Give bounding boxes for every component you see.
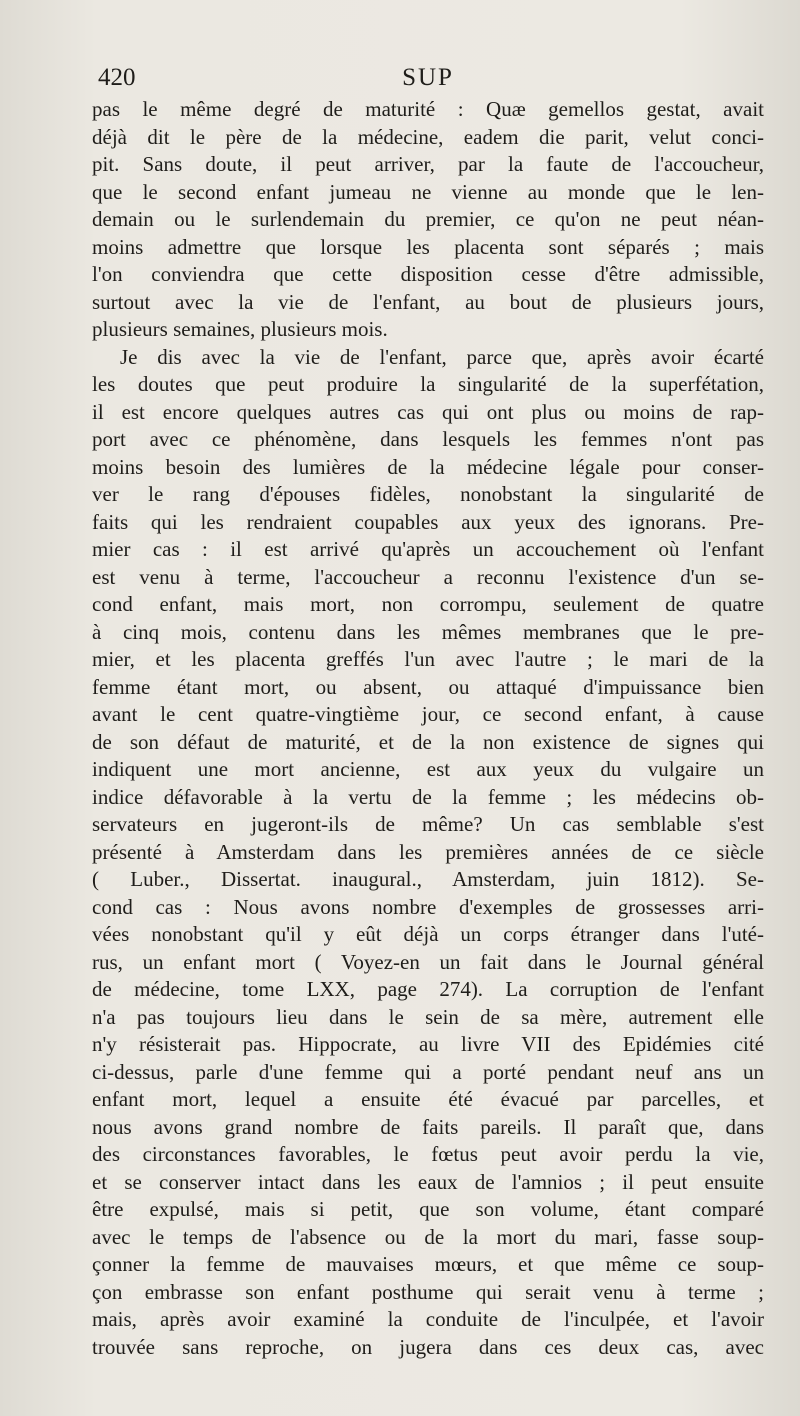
text-line: les doutes que peut produire la singularité de la superfétation,: [92, 372, 764, 396]
page-number: 420: [98, 64, 136, 91]
text-line: surtout avec la vie de l'enfant, au bout de plusieurs jours,: [92, 289, 764, 314]
text-line: Je dis avec la vie de l'enfant, parce que, après avoir écarté: [120, 344, 764, 369]
text-line: pas le même degré de maturité : Quæ gemellos gestat, avait: [92, 97, 764, 121]
text-line: cond cas : Nous avons nombre d'exemples de grossesses arri-: [92, 894, 764, 919]
body-text: [92, 96, 764, 1361]
text-line: ( Luber., Dissertat. inaugural., Amsterdam, juin 1812). Se-: [92, 867, 764, 891]
text-line: servateurs en jugeront-ils de même? Un cas semblable s'est: [92, 812, 764, 836]
text-line: nous avons grand nombre de faits pareils. Il paraît que, dans: [92, 1114, 764, 1139]
text-line: avant le cent quatre-vingtième jour, ce second enfant, à cause: [92, 702, 764, 726]
text-line: çon embrasse son enfant posthume qui serait venu à terme ;: [92, 1279, 764, 1304]
text-line: femme étant mort, ou absent, ou attaqué d'impuissance bien: [92, 674, 764, 699]
text-line: mais, après avoir examiné la conduite de l'inculpée, et l'avoir: [92, 1307, 764, 1331]
text-line: avec le temps de l'absence ou de la mort du mari, fasse soup-: [92, 1224, 764, 1249]
text-line: est venu à terme, l'accoucheur a reconnu l'existence d'un se-: [92, 564, 764, 589]
text-line: l'on conviendra que cette disposition cesse d'être admissible,: [92, 262, 764, 286]
text-line: des circonstances favorables, le fœtus peut avoir perdu la vie,: [92, 1142, 764, 1166]
text-line: de son défaut de maturité, et de la non existence de signes qui: [92, 729, 764, 754]
text-line: çonner la femme de mauvaises mœurs, et que même ce soup-: [92, 1252, 764, 1276]
text-line: de médecine, tome LXX, page 274). La corruption de l'enfant: [92, 977, 764, 1001]
text-line: moins admettre que lorsque les placenta sont séparés ; mais: [92, 234, 764, 259]
text-line: indiquent une mort ancienne, est aux yeux du vulgaire un: [92, 757, 764, 781]
text-line: ci-dessus, parle d'une femme qui a porté pendant neuf ans un: [92, 1059, 764, 1084]
text-line: trouvée sans reproche, on jugera dans ces deux cas, avec: [92, 1334, 764, 1359]
text-line: et se conserver intact dans les eaux de l'amnios ; il peut ensuite: [92, 1169, 764, 1194]
text-line: n'y résisterait pas. Hippocrate, au livre VII des Epidémies cité: [92, 1032, 764, 1056]
text-line: plusieurs semaines, plusieurs mois.: [92, 317, 388, 341]
book-page: [92, 60, 764, 1361]
text-line: demain ou le surlendemain du premier, ce qu'on ne peut néan-: [92, 207, 764, 231]
text-line: mier, et les placenta greffés l'un avec l'autre ; le mari de la: [92, 647, 764, 671]
running-head: SUP: [402, 64, 454, 91]
text-line: mier cas : il est arrivé qu'après un accouchement où l'enfant: [92, 537, 764, 561]
text-line: déjà dit le père de la médecine, eadem die parit, velut conci-: [92, 124, 764, 149]
text-line: port avec ce phénomène, dans lesquels les femmes n'ont pas: [92, 427, 764, 451]
text-line: être expulsé, mais si petit, que son volume, étant comparé: [92, 1197, 764, 1221]
text-line: faits qui les rendraient coupables aux yeux des ignorans. Pre-: [92, 509, 764, 534]
text-line: n'a pas toujours lieu dans le sein de sa mère, autrement elle: [92, 1004, 764, 1029]
text-line: à cinq mois, contenu dans les mêmes membranes que le pre-: [92, 619, 764, 644]
text-line: ver le rang d'épouses fidèles, nonobstant la singularité de: [92, 482, 764, 506]
text-line: vées nonobstant qu'il y eût déjà un corps étranger dans l'uté-: [92, 922, 764, 946]
text-line: rus, un enfant mort ( Voyez-en un fait dans le Journal général: [92, 949, 764, 974]
text-line: que le second enfant jumeau ne vienne au monde que le len-: [92, 179, 764, 204]
text-line: enfant mort, lequel a ensuite été évacué par parcelles, et: [92, 1087, 764, 1111]
text-line: présenté à Amsterdam dans les premières années de ce siècle: [92, 839, 764, 864]
text-line: indice défavorable à la vertu de la femme ; les médecins ob-: [92, 784, 764, 809]
text-line: cond enfant, mais mort, non corrompu, seulement de quatre: [92, 592, 764, 616]
text-line: pit. Sans doute, il peut arriver, par la faute de l'accoucheur,: [92, 152, 764, 176]
page-header: [92, 60, 764, 96]
text-line: il est encore quelques autres cas qui ont plus ou moins de rap-: [92, 399, 764, 424]
text-line: moins besoin des lumières de la médecine légale pour conser-: [92, 454, 764, 479]
